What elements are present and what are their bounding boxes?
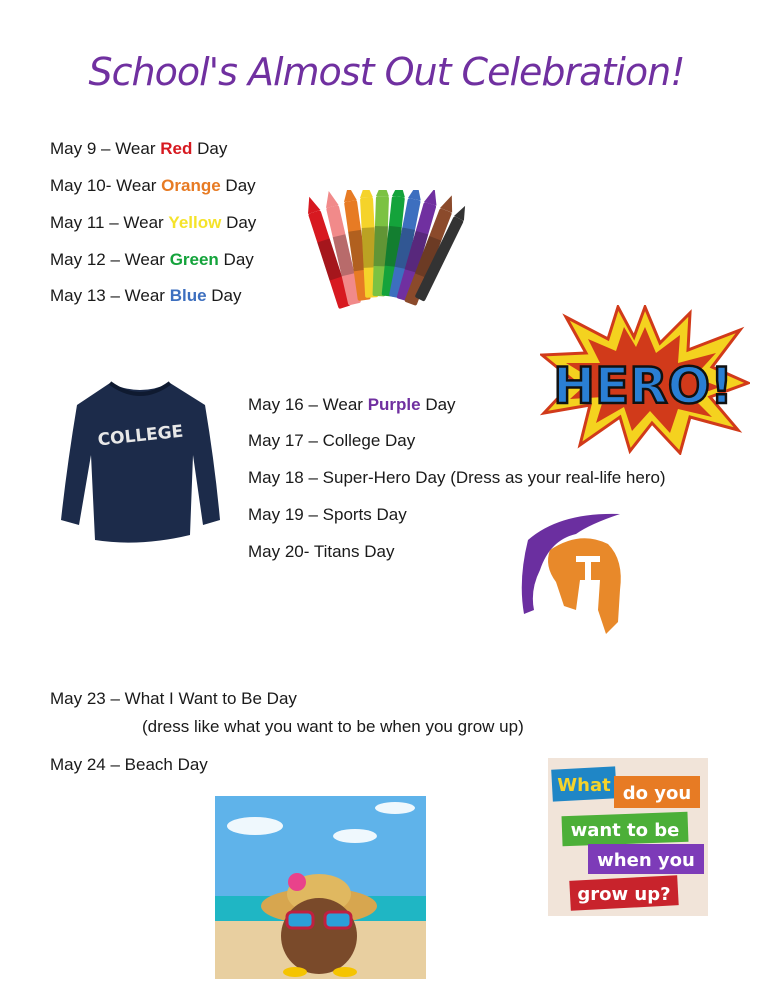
schedule-item-college: May 17 – College Day xyxy=(248,431,416,450)
sign-line-do-you: do you xyxy=(622,783,692,804)
page-title: School's Almost Out Celebration! xyxy=(88,50,685,94)
sign-line-when-you: when you xyxy=(597,850,695,871)
schedule-item-want-to-be: May 23 – What I Want to Be Day xyxy=(50,689,297,708)
color-word: Red xyxy=(160,139,193,158)
schedule-item-beach: May 24 – Beach Day xyxy=(50,755,208,774)
schedule-item-green: May 12 – Wear Green Day xyxy=(50,250,254,269)
schedule-item-purple: May 16 – Wear Purple Day xyxy=(248,395,456,414)
hero-burst-image xyxy=(540,305,750,455)
schedule-item-orange: May 10- Wear Orange Day xyxy=(50,176,256,195)
schedule-item-sports: May 19 – Sports Day xyxy=(248,505,407,524)
titan-helmet-logo xyxy=(520,510,630,638)
sign-line-want-to-be: want to be xyxy=(570,820,680,841)
color-word: Yellow xyxy=(168,213,222,232)
schedule-item-want-to-be-note: (dress like what you want to be when you grow up) xyxy=(142,717,524,736)
schedule-item-blue: May 13 – Wear Blue Day xyxy=(50,286,242,305)
hero-text: HERO! xyxy=(553,357,733,415)
schedule-item-hero: May 18 – Super-Hero Day (Dress as your real-life hero) xyxy=(248,468,666,487)
sweatshirt-text: COLLEGE xyxy=(96,421,185,451)
color-word: Purple xyxy=(367,395,421,414)
crayons-image xyxy=(300,190,470,320)
schedule-item-yellow: May 11 – Wear Yellow Day xyxy=(50,213,257,232)
color-word: Blue xyxy=(169,286,207,305)
schedule-item-red: May 9 – Wear Red Day xyxy=(50,139,228,158)
what-do-you-want-to-be-image xyxy=(548,758,708,916)
sign-line-grow-up: grow up? xyxy=(577,884,671,905)
college-sweatshirt-image xyxy=(55,375,225,550)
color-word: Orange xyxy=(161,176,221,195)
color-word: Green xyxy=(169,250,219,269)
sign-line-what: What xyxy=(557,775,611,796)
schedule-item-titans: May 20- Titans Day xyxy=(248,542,395,561)
beach-coconut-image xyxy=(215,796,426,979)
